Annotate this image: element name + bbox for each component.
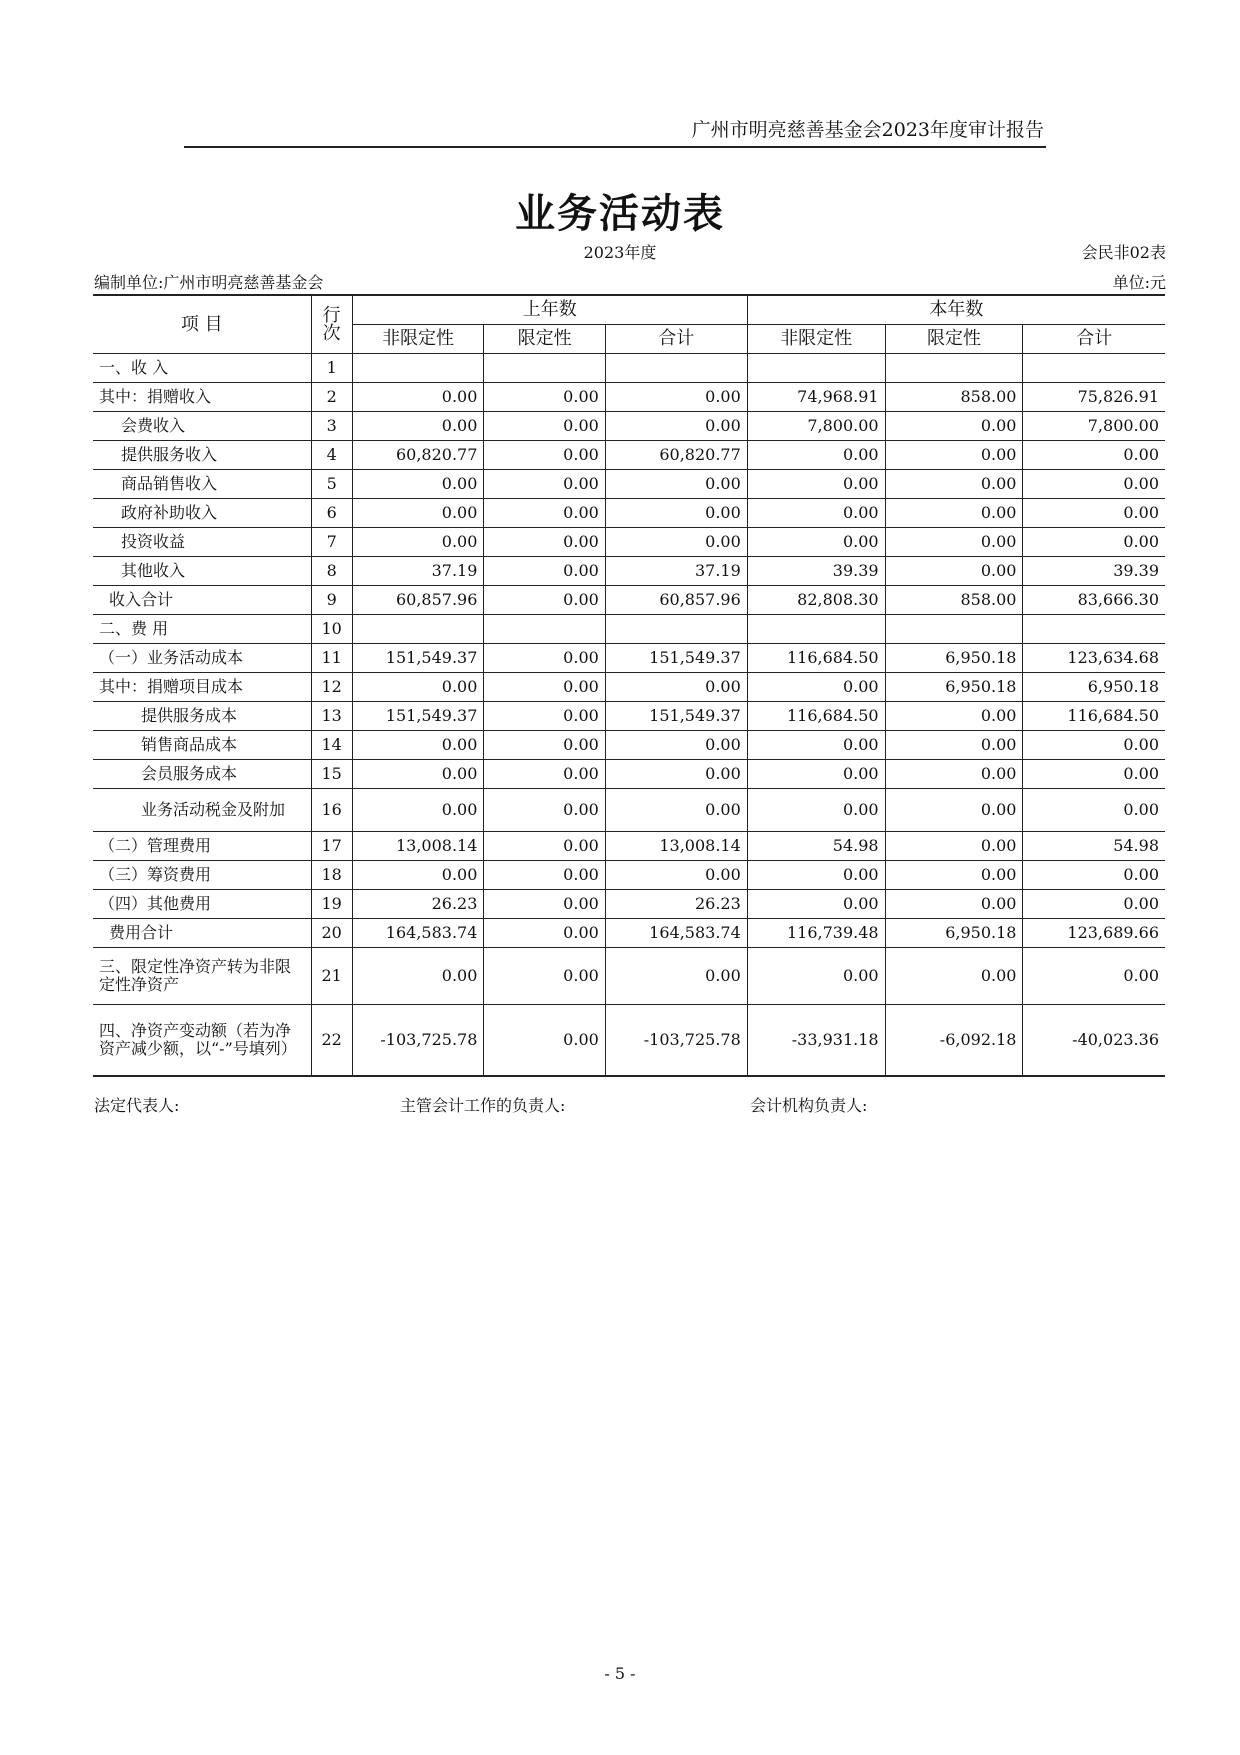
cell-prev-total: 0.00 bbox=[605, 948, 747, 1005]
row-number: 13 bbox=[311, 702, 352, 731]
cell-this-unrestricted: 74,968.91 bbox=[747, 383, 885, 412]
cell-this-restricted: 0.00 bbox=[885, 731, 1023, 760]
cell-prev-total: 37.19 bbox=[605, 557, 747, 586]
row-item-label: 提供服务收入 bbox=[93, 441, 311, 470]
cell-this-total: 123,689.66 bbox=[1023, 919, 1165, 948]
row-item-label: 商品销售收入 bbox=[93, 470, 311, 499]
cell-this-total: 54.98 bbox=[1023, 832, 1165, 861]
row-number: 9 bbox=[311, 586, 352, 615]
row-item-label: （一）业务活动成本 bbox=[93, 644, 311, 673]
cell-prev-total bbox=[605, 615, 747, 644]
cell-this-total: 0.00 bbox=[1023, 441, 1165, 470]
cell-this-total: 6,950.18 bbox=[1023, 673, 1165, 702]
table-row bbox=[93, 412, 1165, 441]
cell-prev-restricted: 0.00 bbox=[484, 499, 605, 528]
cell-this-unrestricted: 0.00 bbox=[747, 789, 885, 832]
cell-prev-unrestricted: 0.00 bbox=[352, 789, 484, 832]
row-item-label: 投资收益 bbox=[93, 528, 311, 557]
cell-this-unrestricted: 0.00 bbox=[747, 528, 885, 557]
cell-prev-restricted: 0.00 bbox=[484, 528, 605, 557]
row-number: 3 bbox=[311, 412, 352, 441]
table-row bbox=[93, 528, 1165, 557]
cell-this-total bbox=[1023, 615, 1165, 644]
cell-prev-unrestricted: 0.00 bbox=[352, 499, 484, 528]
table-row bbox=[93, 832, 1165, 861]
row-number: 17 bbox=[311, 832, 352, 861]
cell-this-restricted: 0.00 bbox=[885, 890, 1023, 919]
cell-prev-unrestricted: 0.00 bbox=[352, 470, 484, 499]
table-row bbox=[93, 441, 1165, 470]
form-code: 会民非02表 bbox=[1081, 243, 1166, 262]
cell-this-total: 39.39 bbox=[1023, 557, 1165, 586]
cell-this-total: 123,634.68 bbox=[1023, 644, 1165, 673]
row-number: 16 bbox=[311, 789, 352, 832]
cell-prev-unrestricted: 0.00 bbox=[352, 861, 484, 890]
table-row bbox=[93, 383, 1165, 412]
table-row bbox=[93, 731, 1165, 760]
cell-prev-total: 0.00 bbox=[605, 789, 747, 832]
cell-prev-total: 0.00 bbox=[605, 861, 747, 890]
cell-prev-total: 0.00 bbox=[605, 383, 747, 412]
col-header-this-total: 合计 bbox=[1023, 325, 1165, 354]
row-item-label: （四）其他费用 bbox=[93, 890, 311, 919]
row-number: 4 bbox=[311, 441, 352, 470]
report-year: 2023年度 bbox=[583, 243, 657, 262]
cell-prev-total bbox=[605, 354, 747, 383]
cell-prev-unrestricted: -103,725.78 bbox=[352, 1005, 484, 1077]
row-number: 18 bbox=[311, 861, 352, 890]
currency-unit: 单位:元 bbox=[1112, 273, 1166, 292]
table-row bbox=[93, 789, 1165, 832]
table-row bbox=[93, 1005, 1165, 1077]
row-number: 12 bbox=[311, 673, 352, 702]
cell-this-restricted: 6,950.18 bbox=[885, 644, 1023, 673]
col-header-prev-year: 上年数 bbox=[352, 295, 747, 325]
cell-prev-unrestricted: 0.00 bbox=[352, 948, 484, 1005]
cell-prev-restricted: 0.00 bbox=[484, 760, 605, 789]
row-number: 6 bbox=[311, 499, 352, 528]
col-header-row-number: 行次 bbox=[311, 295, 352, 354]
cell-this-restricted bbox=[885, 354, 1023, 383]
row-item-label: 三、限定性净资产转为非限定性净资产 bbox=[93, 948, 311, 1005]
table-row bbox=[93, 760, 1165, 789]
accounting-dept-head-label: 会计机构负责人: bbox=[750, 1096, 868, 1115]
cell-prev-restricted: 0.00 bbox=[484, 412, 605, 441]
cell-prev-restricted: 0.00 bbox=[484, 948, 605, 1005]
cell-this-total: 75,826.91 bbox=[1023, 383, 1165, 412]
cell-this-restricted: 0.00 bbox=[885, 702, 1023, 731]
cell-this-restricted: 0.00 bbox=[885, 789, 1023, 832]
cell-this-restricted: 6,950.18 bbox=[885, 919, 1023, 948]
row-item-label: 会员服务成本 bbox=[93, 760, 311, 789]
report-running-header: 广州市明亮慈善基金会2023年度审计报告 bbox=[691, 119, 1044, 141]
cell-this-unrestricted: 0.00 bbox=[747, 499, 885, 528]
cell-this-total: 116,684.50 bbox=[1023, 702, 1165, 731]
cell-this-restricted: 0.00 bbox=[885, 528, 1023, 557]
cell-prev-unrestricted: 26.23 bbox=[352, 890, 484, 919]
cell-this-total: 0.00 bbox=[1023, 760, 1165, 789]
cell-this-total: 0.00 bbox=[1023, 861, 1165, 890]
cell-this-restricted: 0.00 bbox=[885, 412, 1023, 441]
col-header-this-unrestricted: 非限定性 bbox=[747, 325, 885, 354]
cell-this-unrestricted: 0.00 bbox=[747, 760, 885, 789]
cell-prev-restricted: 0.00 bbox=[484, 861, 605, 890]
row-item-label: 会费收入 bbox=[93, 412, 311, 441]
cell-prev-total: 0.00 bbox=[605, 760, 747, 789]
header-divider bbox=[184, 146, 1046, 148]
cell-this-restricted: 858.00 bbox=[885, 383, 1023, 412]
cell-prev-total: -103,725.78 bbox=[605, 1005, 747, 1077]
cell-prev-unrestricted: 60,857.96 bbox=[352, 586, 484, 615]
cell-this-unrestricted: 0.00 bbox=[747, 470, 885, 499]
cell-this-restricted: 6,950.18 bbox=[885, 673, 1023, 702]
cell-prev-restricted: 0.00 bbox=[484, 557, 605, 586]
row-item-label: 销售商品成本 bbox=[93, 731, 311, 760]
cell-prev-unrestricted: 164,583.74 bbox=[352, 919, 484, 948]
cell-prev-total: 60,820.77 bbox=[605, 441, 747, 470]
cell-this-total: 0.00 bbox=[1023, 470, 1165, 499]
table-row bbox=[93, 499, 1165, 528]
cell-prev-total: 151,549.37 bbox=[605, 644, 747, 673]
cell-this-unrestricted: 116,684.50 bbox=[747, 702, 885, 731]
cell-this-total: 0.00 bbox=[1023, 948, 1165, 1005]
row-item-label: 二、费 用 bbox=[93, 615, 311, 644]
cell-prev-total: 0.00 bbox=[605, 470, 747, 499]
table-row bbox=[93, 890, 1165, 919]
cell-prev-restricted: 0.00 bbox=[484, 383, 605, 412]
cell-this-unrestricted: 0.00 bbox=[747, 441, 885, 470]
cell-prev-restricted: 0.00 bbox=[484, 832, 605, 861]
cell-this-unrestricted: 0.00 bbox=[747, 731, 885, 760]
cell-prev-unrestricted: 0.00 bbox=[352, 383, 484, 412]
row-item-label: （二）管理费用 bbox=[93, 832, 311, 861]
table-row bbox=[93, 702, 1165, 731]
table-row bbox=[93, 919, 1165, 948]
col-header-prev-unrestricted: 非限定性 bbox=[352, 325, 484, 354]
cell-this-total: 7,800.00 bbox=[1023, 412, 1165, 441]
table-row bbox=[93, 557, 1165, 586]
cell-this-total: 0.00 bbox=[1023, 890, 1165, 919]
cell-this-restricted: 858.00 bbox=[885, 586, 1023, 615]
cell-prev-restricted: 0.00 bbox=[484, 586, 605, 615]
cell-prev-total: 151,549.37 bbox=[605, 702, 747, 731]
row-number: 2 bbox=[311, 383, 352, 412]
accounting-head-label: 主管会计工作的负责人: bbox=[400, 1096, 566, 1115]
cell-prev-total: 0.00 bbox=[605, 673, 747, 702]
col-header-prev-restricted: 限定性 bbox=[484, 325, 605, 354]
cell-prev-total: 0.00 bbox=[605, 731, 747, 760]
row-item-label: 其中：捐赠收入 bbox=[93, 383, 311, 412]
cell-prev-unrestricted bbox=[352, 615, 484, 644]
row-number: 15 bbox=[311, 760, 352, 789]
cell-prev-total: 13,008.14 bbox=[605, 832, 747, 861]
row-number: 5 bbox=[311, 470, 352, 499]
table-header bbox=[93, 295, 1165, 354]
cell-prev-restricted: 0.00 bbox=[484, 890, 605, 919]
cell-this-unrestricted bbox=[747, 354, 885, 383]
cell-prev-total: 60,857.96 bbox=[605, 586, 747, 615]
cell-this-restricted: 0.00 bbox=[885, 948, 1023, 1005]
row-number: 22 bbox=[311, 1005, 352, 1077]
table-row bbox=[93, 354, 1165, 383]
row-number: 20 bbox=[311, 919, 352, 948]
row-number: 14 bbox=[311, 731, 352, 760]
row-item-label: （三）筹资费用 bbox=[93, 861, 311, 890]
cell-this-total: 0.00 bbox=[1023, 528, 1165, 557]
table-row bbox=[93, 615, 1165, 644]
row-number: 21 bbox=[311, 948, 352, 1005]
cell-this-restricted: 0.00 bbox=[885, 861, 1023, 890]
cell-this-restricted: 0.00 bbox=[885, 499, 1023, 528]
cell-prev-restricted: 0.00 bbox=[484, 644, 605, 673]
col-header-item: 项 目 bbox=[93, 295, 311, 354]
cell-this-restricted: 0.00 bbox=[885, 470, 1023, 499]
cell-prev-unrestricted: 60,820.77 bbox=[352, 441, 484, 470]
cell-prev-restricted: 0.00 bbox=[484, 1005, 605, 1077]
table-row bbox=[93, 586, 1165, 615]
cell-this-unrestricted: 116,684.50 bbox=[747, 644, 885, 673]
cell-this-restricted: 0.00 bbox=[885, 760, 1023, 789]
cell-this-restricted: 0.00 bbox=[885, 557, 1023, 586]
cell-prev-unrestricted: 151,549.37 bbox=[352, 702, 484, 731]
cell-this-unrestricted: 39.39 bbox=[747, 557, 885, 586]
cell-prev-restricted: 0.00 bbox=[484, 673, 605, 702]
table-row bbox=[93, 673, 1165, 702]
cell-this-unrestricted: 7,800.00 bbox=[747, 412, 885, 441]
cell-this-unrestricted: 0.00 bbox=[747, 861, 885, 890]
table-body bbox=[93, 354, 1165, 1077]
row-number: 19 bbox=[311, 890, 352, 919]
cell-this-total: 83,666.30 bbox=[1023, 586, 1165, 615]
col-header-this-restricted: 限定性 bbox=[885, 325, 1023, 354]
cell-prev-total: 0.00 bbox=[605, 412, 747, 441]
cell-prev-unrestricted: 0.00 bbox=[352, 760, 484, 789]
col-header-prev-total: 合计 bbox=[605, 325, 747, 354]
cell-prev-unrestricted: 13,008.14 bbox=[352, 832, 484, 861]
table-row bbox=[93, 644, 1165, 673]
cell-prev-restricted: 0.00 bbox=[484, 919, 605, 948]
preparing-organization: 编制单位:广州市明亮慈善基金会 bbox=[94, 273, 324, 292]
legal-representative-label: 法定代表人: bbox=[94, 1096, 180, 1115]
row-number: 7 bbox=[311, 528, 352, 557]
cell-prev-unrestricted: 0.00 bbox=[352, 673, 484, 702]
cell-this-total: 0.00 bbox=[1023, 499, 1165, 528]
cell-prev-total: 0.00 bbox=[605, 528, 747, 557]
cell-prev-restricted: 0.00 bbox=[484, 731, 605, 760]
cell-this-unrestricted: 116,739.48 bbox=[747, 919, 885, 948]
row-item-label: 一、收 入 bbox=[93, 354, 311, 383]
cell-this-unrestricted: 0.00 bbox=[747, 890, 885, 919]
cell-this-restricted bbox=[885, 615, 1023, 644]
table-row bbox=[93, 948, 1165, 1005]
cell-this-unrestricted: 82,808.30 bbox=[747, 586, 885, 615]
table-row bbox=[93, 470, 1165, 499]
cell-prev-unrestricted: 0.00 bbox=[352, 731, 484, 760]
page-number: - 5 - bbox=[604, 1664, 636, 1683]
cell-prev-restricted: 0.00 bbox=[484, 470, 605, 499]
row-number: 10 bbox=[311, 615, 352, 644]
table-row bbox=[93, 861, 1165, 890]
cell-this-total: 0.00 bbox=[1023, 789, 1165, 832]
page-title: 业务活动表 bbox=[515, 191, 725, 237]
cell-prev-restricted bbox=[484, 615, 605, 644]
row-item-label: 其中：捐赠项目成本 bbox=[93, 673, 311, 702]
cell-prev-total: 26.23 bbox=[605, 890, 747, 919]
cell-this-unrestricted: -33,931.18 bbox=[747, 1005, 885, 1077]
cell-prev-unrestricted: 0.00 bbox=[352, 528, 484, 557]
cell-this-unrestricted: 0.00 bbox=[747, 673, 885, 702]
row-item-label: 四、净资产变动额（若为净资产减少额，以“-”号填列） bbox=[93, 1005, 311, 1077]
cell-prev-restricted bbox=[484, 354, 605, 383]
cell-this-total bbox=[1023, 354, 1165, 383]
cell-this-unrestricted: 54.98 bbox=[747, 832, 885, 861]
row-number: 8 bbox=[311, 557, 352, 586]
cell-prev-restricted: 0.00 bbox=[484, 702, 605, 731]
row-number: 1 bbox=[311, 354, 352, 383]
cell-this-restricted: 0.00 bbox=[885, 441, 1023, 470]
cell-prev-restricted: 0.00 bbox=[484, 441, 605, 470]
cell-this-restricted: -6,092.18 bbox=[885, 1005, 1023, 1077]
row-item-label: 提供服务成本 bbox=[93, 702, 311, 731]
row-item-label: 费用合计 bbox=[93, 919, 311, 948]
cell-prev-unrestricted: 151,549.37 bbox=[352, 644, 484, 673]
cell-this-restricted: 0.00 bbox=[885, 832, 1023, 861]
row-item-label: 业务活动税金及附加 bbox=[93, 789, 311, 832]
cell-this-total: -40,023.36 bbox=[1023, 1005, 1165, 1077]
cell-prev-unrestricted bbox=[352, 354, 484, 383]
cell-this-unrestricted: 0.00 bbox=[747, 948, 885, 1005]
row-item-label: 政府补助收入 bbox=[93, 499, 311, 528]
row-number: 11 bbox=[311, 644, 352, 673]
cell-prev-unrestricted: 37.19 bbox=[352, 557, 484, 586]
cell-prev-total: 0.00 bbox=[605, 499, 747, 528]
cell-this-unrestricted bbox=[747, 615, 885, 644]
activity-statement-table bbox=[93, 294, 1165, 1077]
row-item-label: 其他收入 bbox=[93, 557, 311, 586]
cell-prev-restricted: 0.00 bbox=[484, 789, 605, 832]
cell-prev-total: 164,583.74 bbox=[605, 919, 747, 948]
col-header-this-year: 本年数 bbox=[747, 295, 1165, 325]
cell-this-total: 0.00 bbox=[1023, 731, 1165, 760]
row-item-label: 收入合计 bbox=[93, 586, 311, 615]
cell-prev-unrestricted: 0.00 bbox=[352, 412, 484, 441]
